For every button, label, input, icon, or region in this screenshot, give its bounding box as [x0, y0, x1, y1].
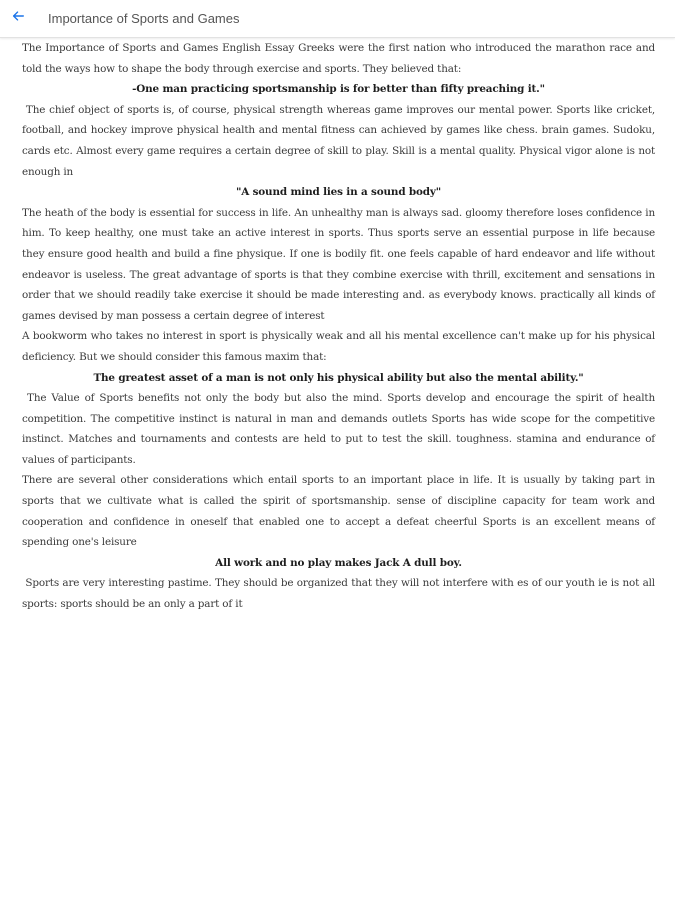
back-button[interactable] — [2, 3, 34, 35]
article-paragraph: A bookworm who takes no interest in sport is physically weak and all his mental excellence can't make up for his physical deficiency. But we should consider this famous maxim that: — [22, 330, 655, 363]
article-quote: -One man practicing sportsmanship is for better than fifty preaching it." — [132, 83, 545, 96]
article-paragraph: Sports are very interesting pastime. They should be organized that they will not interfere with es of our youth ie is not all sports: sports should be an only a part of it — [22, 577, 655, 611]
article-paragraph: The heath of the body is essential for success in life. An unhealthy man is always sad. gloomy therefore loses confidence in him. To keep healthy, one must take an active interest in sports. Thus sports serve an essential purpose in life because they ensure good health and build a fine physique. If one is bodily fit. one feels capable of hard endeavor and life without endeavor is useless. The great advantage of sports is that they combine exercise with thrill, excitement and sensations in order that we should readily take exercise it should be made interesting and. as everybody knows. practically all kinds of games devised by man possess a certain degree of interest — [22, 206, 655, 322]
article-paragraph: The Value of Sports benefits not only the body but also the mind. Sports develop and encourage the spirit of health competition. The competitive instinct is natural in man and demands outlets Sports has wide scope for the competitive instinct. Matches and tournaments and contests are held to put to test the skill. toughness. stamina and endurance of values of participants. — [22, 392, 655, 466]
article-content — [22, 38, 655, 615]
article-quote: "A sound mind lies in a sound body" — [235, 186, 442, 199]
article-paragraph: There are several other considerations which entail sports to an important place in life. It is usually by taking part in sports that we cultivate what is called the spirit of sportsmanship. sense of discipline capacity for team work and cooperation and confidence in oneself that enabled one to accept a defeat cheerful Sports is an excellent means of spending one's leisure — [22, 474, 655, 549]
article-quote: The greatest asset of a man is not only his physical ability but also the mental ability." — [93, 371, 584, 384]
article-quote: All work and no play makes Jack A dull boy. — [215, 556, 462, 569]
article-paragraph: The chief object of sports is, of course, physical strength whereas game improves our mental power. Sports like cricket, football, and hockey improve physical health and mental fitness can achieved by games like chess. brain games. Sudoku, cards etc. Almost every game requires a certain degree of skill to play. Skill is a mental quality. Physical vigor alone is not enough in — [22, 103, 655, 178]
page-title: Importance of Sports and Games — [48, 11, 240, 26]
app-bar — [0, 0, 675, 38]
article-paragraph: The Importance of Sports and Games English Essay Greeks were the first nation who introduced the marathon race and told the ways how to shape the body through exercise and sports. They believed that: — [22, 42, 655, 75]
arrow-left-icon — [11, 9, 25, 28]
